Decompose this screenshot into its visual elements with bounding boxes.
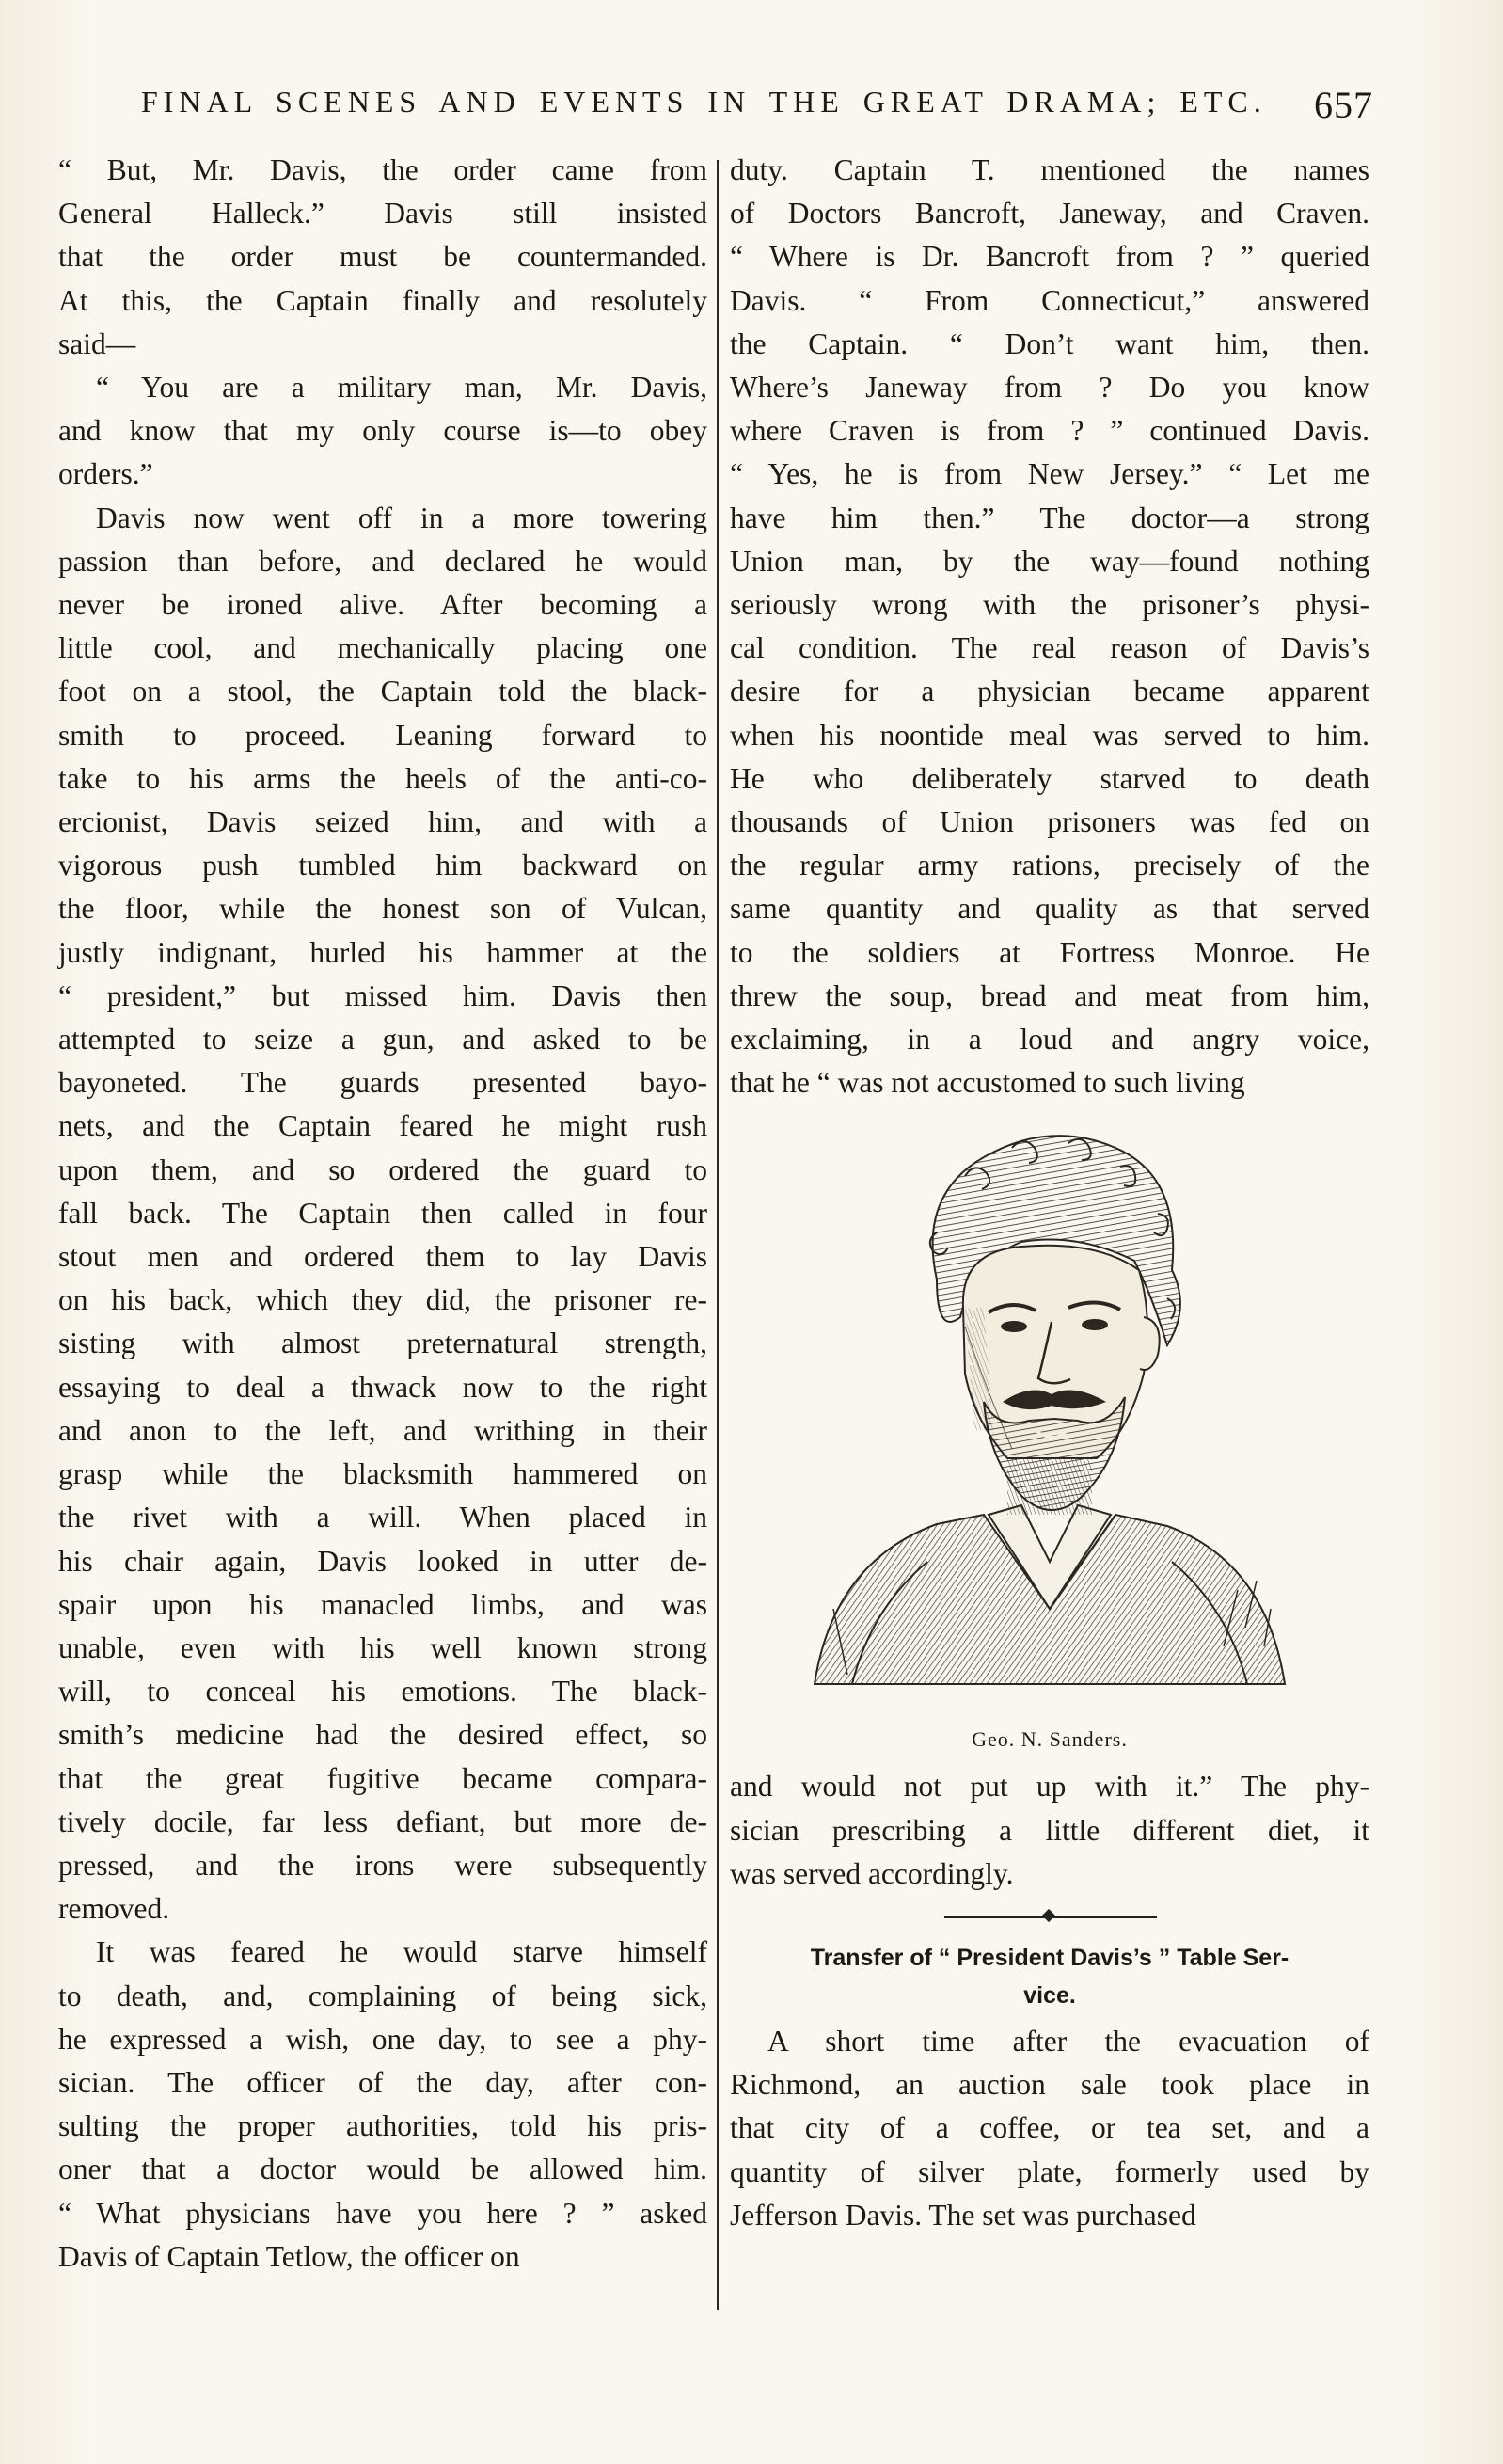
section-heading xyxy=(730,1939,1369,2014)
left-text-line: grasp while the blacksmith hammered on xyxy=(58,1457,707,1491)
right-text-line: “ Yes, he is from New Jersey.” “ Let me xyxy=(730,457,1369,491)
left-text-line: his chair again, Davis looked in utter de- xyxy=(58,1544,707,1578)
left-text-line: spair upon his manacled limbs, and was xyxy=(58,1587,707,1621)
left-text-line: sician. The officer of the day, after con- xyxy=(58,2065,707,2099)
left-text-line: attempted to seize a gun, and asked to be xyxy=(58,1023,707,1057)
left-text-line: and anon to the left, and writhing in their xyxy=(58,1413,707,1447)
left-text-line: fall back. The Captain then called in four xyxy=(58,1196,707,1230)
left-text-line: said— xyxy=(58,326,136,360)
section-body-line: Jefferson Davis. The set was purchased xyxy=(730,2198,1196,2232)
left-text-line: will, to conceal his emotions. The black- xyxy=(58,1675,707,1709)
left-text-line: tively docile, far less defiant, but more de- xyxy=(58,1804,707,1838)
right-text-line: of Doctors Bancroft, Janeway, and Craven. xyxy=(730,197,1369,231)
left-text-line: unable, even with his well known strong xyxy=(58,1630,707,1664)
right-text-line: sician prescribing a little different diet, it xyxy=(730,1813,1369,1847)
right-text-line: desire for a physician became apparent xyxy=(730,675,1369,708)
right-text-line: and would not put up with it.” The phy- xyxy=(730,1770,1369,1804)
left-text-line: nets, and the Captain feared he might rush xyxy=(58,1109,707,1143)
left-text-line: justly indignant, hurled his hammer at the xyxy=(58,935,707,969)
right-text-line: when his noontide meal was served to him. xyxy=(730,718,1369,752)
column-rule xyxy=(717,160,719,2310)
left-text-line: to death, and, complaining of being sick, xyxy=(58,1979,707,2012)
left-text-line: smith’s medicine had the desired effect, so xyxy=(58,1718,707,1752)
section-heading-line: vice. xyxy=(1023,1982,1076,2010)
right-text-line: thousands of Union prisoners was fed on xyxy=(730,805,1369,839)
right-text-line: Where’s Janeway from ? Do you know xyxy=(730,371,1369,405)
illustration-caption: Geo. N. Sanders. xyxy=(972,1727,1128,1752)
divider-ornament xyxy=(1042,1909,1055,1922)
left-text-line: little cool, and mechanically placing one xyxy=(58,631,707,665)
left-text-line: “ What physicians have you here ? ” asked xyxy=(58,2196,707,2230)
section-divider xyxy=(730,1896,1369,1939)
left-text-line: and know that my only course is—to obey xyxy=(58,414,707,448)
right-text-line: where Craven is from ? ” continued Davis. xyxy=(730,414,1369,448)
left-text-line: ercionist, Davis seized him, and with a xyxy=(58,805,707,839)
left-text-line: Davis now went off in a more towering xyxy=(96,501,707,534)
right-text-line: the regular army rations, precisely of the xyxy=(730,849,1369,882)
right-column xyxy=(730,149,1369,2237)
right-column-text-continued xyxy=(730,1765,1369,1896)
section-body-line: that city of a coffee, or tea set, and a xyxy=(730,2111,1369,2145)
left-text-line: sulting the proper authorities, told his pris- xyxy=(58,2109,707,2143)
running-head: FINAL SCENES AND EVENTS IN THE GREAT DRAMA; ETC. xyxy=(141,85,1267,119)
right-text-line: to the soldiers at Fortress Monroe. He xyxy=(730,935,1369,969)
left-text-line: At this, the Captain finally and resolutely xyxy=(58,283,707,317)
section-body-line: quantity of silver plate, formerly used by xyxy=(730,2154,1369,2188)
left-text-line: on his back, which they did, the prisoner re- xyxy=(58,1283,707,1317)
right-text-line: Union man, by the way—found nothing xyxy=(730,544,1369,578)
page-number: 657 xyxy=(1314,84,1373,126)
left-text-line: the floor, while the honest son of Vulcan, xyxy=(58,892,707,926)
left-text-line: oner that a doctor would be allowed him. xyxy=(58,2153,707,2186)
right-text-line: He who deliberately starved to death xyxy=(730,761,1369,795)
right-text-line: “ Where is Dr. Bancroft from ? ” queried xyxy=(730,240,1369,274)
left-text-line: “ president,” but missed him. Davis then xyxy=(58,978,707,1012)
section-body-line: Richmond, an auction sale took place in xyxy=(730,2068,1369,2102)
left-text-line: take to his arms the heels of the anti-co- xyxy=(58,761,707,795)
section-heading-line: Transfer of “ President Davis’s ” Table Ser- xyxy=(810,1945,1289,1972)
left-text-line: It was feared he would starve himself xyxy=(96,1935,707,1969)
left-text-line: “ But, Mr. Davis, the order came from xyxy=(58,153,707,186)
left-text-line: that the order must be countermanded. xyxy=(58,240,707,274)
left-text-line: removed. xyxy=(58,1892,170,1926)
left-text-line: General Halleck.” Davis still insisted xyxy=(58,197,707,231)
left-text-line: passion than before, and declared he would xyxy=(58,544,707,578)
left-text-line: smith to proceed. Leaning forward to xyxy=(58,718,707,752)
right-text-line: threw the soup, bread and meat from him, xyxy=(730,978,1369,1012)
left-text-line: Davis of Captain Tetlow, the officer on xyxy=(58,2239,520,2273)
portrait-engraving xyxy=(796,1120,1304,1703)
left-text-line: bayoneted. The guards presented bayo- xyxy=(58,1066,707,1100)
right-text-line: exclaiming, in a loud and angry voice, xyxy=(730,1023,1369,1057)
portrait-illustration xyxy=(730,1120,1369,1765)
left-text-line: the rivet with a will. When placed in xyxy=(58,1501,707,1534)
section-body-line: A short time after the evacuation of xyxy=(767,2025,1369,2059)
left-text-line: foot on a stool, the Captain told the black- xyxy=(58,675,707,708)
left-text-line: pressed, and the irons were subsequently xyxy=(58,1848,707,1882)
right-text-line: Davis. “ From Connecticut,” answered xyxy=(730,283,1369,317)
right-text-line: the Captain. “ Don’t want him, then. xyxy=(730,326,1369,360)
right-text-line: same quantity and quality as that served xyxy=(730,892,1369,926)
left-text-line: he expressed a wish, one day, to see a phy- xyxy=(58,2022,707,2056)
left-text-line: that the great fugitive became compara- xyxy=(58,1761,707,1795)
right-text-line: that he “ was not accustomed to such living xyxy=(730,1066,1245,1100)
right-text-line: seriously wrong with the prisoner’s physi- xyxy=(730,588,1369,622)
right-text-line: duty. Captain T. mentioned the names xyxy=(730,153,1369,186)
right-column-text xyxy=(730,149,1369,1105)
right-text-line: was served accordingly. xyxy=(730,1856,1014,1890)
page-header xyxy=(141,83,1373,130)
left-column xyxy=(58,149,707,2279)
left-text-line: vigorous push tumbled him backward on xyxy=(58,849,707,882)
right-text-line: have him then.” The doctor—a strong xyxy=(730,501,1369,534)
right-text-line: cal condition. The real reason of Davis’s xyxy=(730,631,1369,665)
left-text-line: never be ironed alive. After becoming a xyxy=(58,588,707,622)
left-text-line: essaying to deal a thwack now to the right xyxy=(58,1370,707,1404)
section-body xyxy=(730,2020,1369,2237)
left-text-line: sisting with almost preternatural strength, xyxy=(58,1327,707,1360)
left-text-line: stout men and ordered them to lay Davis xyxy=(58,1240,707,1274)
left-text-line: orders.” xyxy=(58,457,153,491)
left-text-line: “ You are a military man, Mr. Davis, xyxy=(96,371,707,405)
left-text-line: upon them, and so ordered the guard to xyxy=(58,1153,707,1186)
